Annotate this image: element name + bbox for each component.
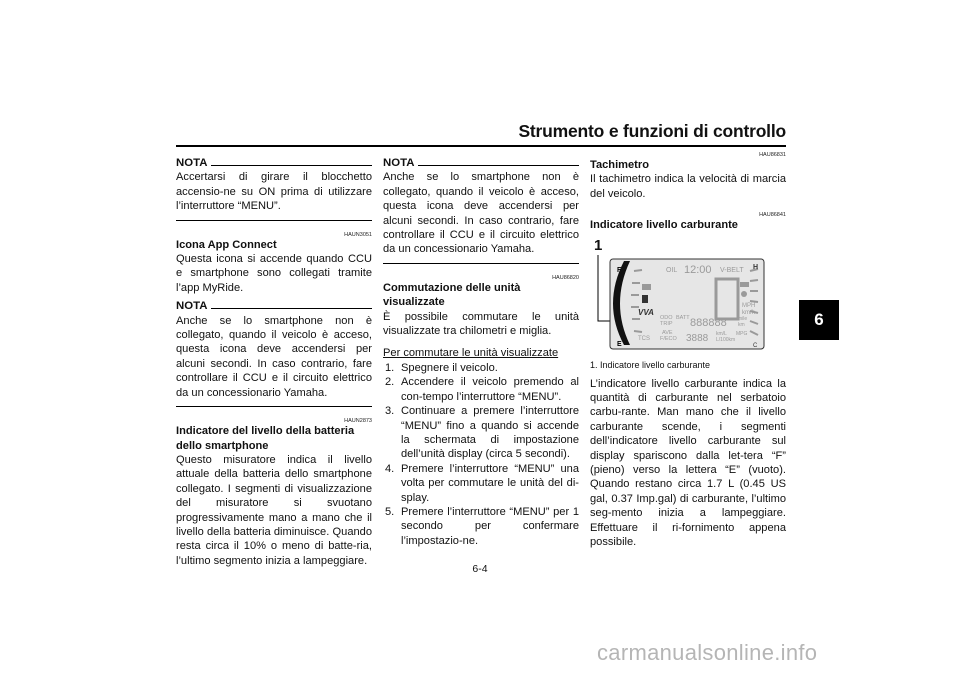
kmh-label: km/h bbox=[742, 309, 756, 316]
figure-caption: 1. Indicatore livello carburante bbox=[590, 359, 711, 370]
km-label: km bbox=[738, 321, 745, 328]
clock-digits: 12:00 bbox=[684, 263, 712, 276]
nota-heading bbox=[383, 156, 579, 170]
nota-rule bbox=[418, 165, 579, 166]
batt-label: BATT bbox=[676, 314, 690, 321]
odo-label: ODO bbox=[660, 314, 673, 321]
temp-cold-label: C bbox=[753, 342, 758, 349]
section-text: L’indicatore livello carburante indica la quantità di carburante nel serbatoio carbu-rante. Man mano che il livello carburante scende, i segmenti dell’indicatore livello carburante sul display spariscono dalla let-tera “F” (pieno) verso la lettera “E” (vuoto). Quando restano circa 1.7 L (0.45 US gal, 0.37 Imp.gal) di carburante, l’ultimo seg-mento inizia a lampeggiare. Effettuare il ri-fornimento appena possibile. bbox=[590, 377, 786, 549]
app-connect-icon bbox=[642, 284, 651, 290]
phone-battery-icon bbox=[642, 295, 648, 303]
list-item bbox=[383, 462, 579, 505]
nota-rule bbox=[211, 165, 372, 166]
list-item bbox=[383, 404, 579, 462]
step-number: 5. bbox=[385, 505, 395, 518]
coolant-icon bbox=[741, 291, 747, 297]
nota-text: Anche se lo smartphone non è collegato, quando il veicolo è acceso, questa icona deve accendersi per alcuni secondi. In caso contrario, fare controllare il CCU e il circuito elettrico da un concessionario Yamaha. bbox=[383, 171, 579, 256]
nota-label: NOTA bbox=[176, 157, 208, 169]
section-text: Il tachimetro indica la velocità di marcia del veicolo. bbox=[590, 173, 786, 200]
nota-rule bbox=[211, 308, 372, 309]
section-code: HAUN2873 bbox=[344, 418, 372, 425]
section-text: È possibile commutare le unità visualizzate tra chilometri e miglia. bbox=[383, 310, 579, 338]
step-text: Accendere il veicolo premendo al con-tempo l’interruttore “MENU”. bbox=[401, 376, 579, 403]
nota-end-rule bbox=[176, 406, 372, 407]
section-title: Indicatore del livello della batteria dello smartphone bbox=[176, 425, 355, 452]
list-item bbox=[383, 375, 579, 404]
step-number: 3. bbox=[385, 405, 395, 418]
figure-callout: 1 bbox=[594, 236, 603, 254]
mile-label: mile bbox=[738, 315, 748, 322]
column-3 bbox=[590, 152, 786, 550]
section-title: Indicatore livello carburante bbox=[590, 219, 738, 232]
step-number: 2. bbox=[385, 376, 395, 389]
section-title: Icona App Connect bbox=[176, 238, 277, 251]
instrument-figure bbox=[590, 236, 786, 359]
step-text: Premere l’interruttore “MENU” per 1 secondo per confermare l’impostazio-ne. bbox=[401, 505, 579, 547]
odometer-digits: 888888 bbox=[690, 316, 727, 329]
nota-end-rule bbox=[176, 220, 372, 221]
nota-label: NOTA bbox=[383, 157, 415, 169]
step-number: 4. bbox=[385, 462, 395, 475]
section-text: Questa icona si accende quando CCU e smartphone sono collegati tramite l’app MyRide. bbox=[176, 253, 372, 294]
instrument-display-illustration bbox=[590, 236, 786, 359]
subheading: Per commutare le unità visualizzate bbox=[383, 347, 559, 360]
section-code: HAU86820 bbox=[552, 274, 579, 281]
mpg-label: MPG bbox=[736, 330, 748, 337]
section-code: HAUN3051 bbox=[344, 231, 372, 238]
chapter-tab: 6 bbox=[799, 300, 839, 340]
section-title: Tachimetro bbox=[590, 159, 649, 171]
fuel-empty-label: E bbox=[617, 340, 622, 348]
battery-icon bbox=[740, 282, 749, 287]
list-item bbox=[383, 361, 579, 375]
section-code: HAU86831 bbox=[759, 152, 786, 158]
step-text: Continuare a premere l’interruttore “MENU” fino a quando si accende la schermata di impostazione dell’unità display (circa 5 secondi). bbox=[401, 405, 579, 461]
mph-label: MPH bbox=[742, 302, 756, 309]
consumption-digits: 3888 bbox=[686, 332, 709, 344]
step-text: Spegnere il veicolo. bbox=[401, 361, 498, 374]
vva-logo: VVA bbox=[638, 307, 654, 317]
nota-end-rule bbox=[383, 263, 579, 264]
fuel-full-label: F bbox=[617, 266, 622, 274]
header-rule bbox=[176, 145, 786, 147]
section-title: Commutazione delle unità visualizzate bbox=[383, 281, 521, 309]
step-text: Premere l’interruttore “MENU” una volta per commutare le unità del di-splay. bbox=[401, 462, 579, 504]
nota-heading bbox=[176, 299, 372, 313]
column-1 bbox=[176, 152, 372, 568]
section-code: HAU86841 bbox=[759, 212, 786, 219]
column-2 bbox=[383, 152, 579, 548]
kml-label: km/L bbox=[716, 330, 727, 337]
steps-list bbox=[383, 361, 579, 548]
oil-label: OIL bbox=[666, 266, 678, 274]
step-number: 1. bbox=[385, 361, 395, 374]
nota-heading bbox=[176, 156, 372, 170]
tcs-label: TCS bbox=[638, 335, 650, 342]
nota-label: NOTA bbox=[176, 300, 208, 313]
temp-hot-label: H bbox=[753, 263, 759, 271]
section-text: Questo misuratore indica il livello attuale della batteria dello smartphone collegato. I segmenti di visualizzazione del misuratore si svuotano progressivamente mano a mano che il livello della batteria diminuisce. Quando resta circa il 10% o meno di batte-ria, l’ultimo segmento inizia a lampeggiare. bbox=[176, 453, 372, 567]
feco-label: F/ECO bbox=[660, 335, 677, 342]
nota-text: Accertarsi di girare il blocchetto accensio-ne su ON prima di utilizzare l’interruttore “MENU”. bbox=[176, 171, 372, 213]
list-item bbox=[383, 505, 579, 548]
page-title: Strumento e funzioni di controllo bbox=[518, 121, 786, 141]
watermark: carmanualsonline.info bbox=[597, 640, 818, 665]
nota-text: Anche se lo smartphone non è collegato, quando il veicolo è acceso, questa icona deve accendersi per alcuni secondi. In caso contrario, fare controllare il CCU e il circuito elettrico da un concessionario Yamaha. bbox=[176, 314, 372, 399]
page-number: 6-4 bbox=[472, 563, 488, 575]
vbelt-label: V-BELT bbox=[720, 266, 744, 274]
ave-label: AVE bbox=[662, 329, 673, 336]
l100km-label: L/100km bbox=[716, 336, 736, 343]
trip-label: TRIP bbox=[660, 320, 673, 327]
